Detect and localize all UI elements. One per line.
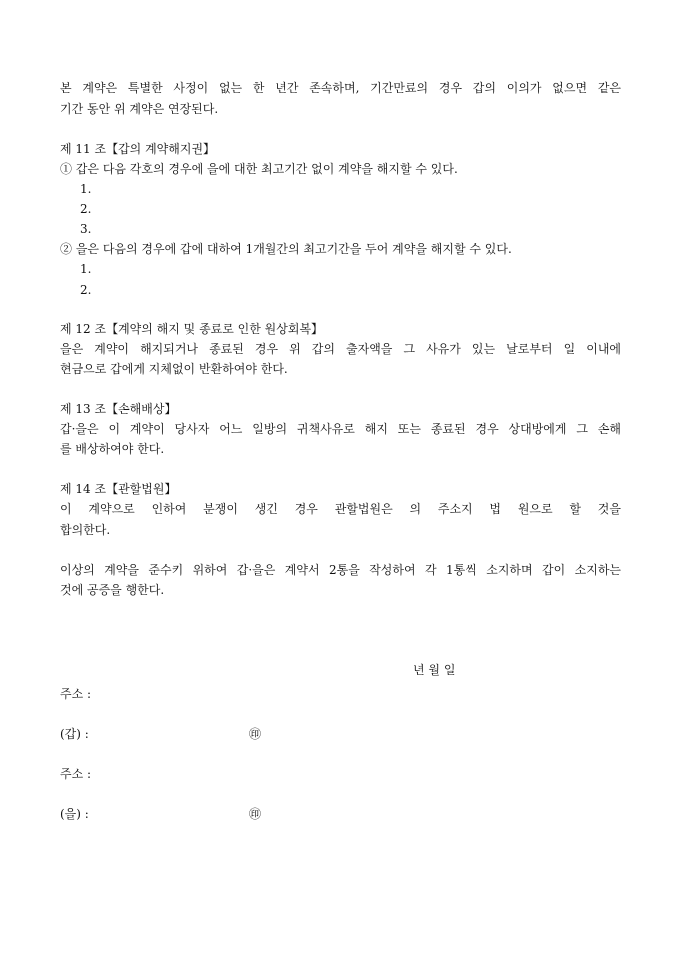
address-label-party-b: 주소 :	[60, 767, 92, 781]
article-11-clause-1-item-3: 3.	[80, 222, 92, 236]
article-14-line-1: 이 계약으로 인하여 분쟁이 생긴 경우 관할법원은 의 주소지 법 원으로 할 것을	[60, 502, 621, 516]
article-11-clause-1: ① 갑은 다음 각호의 경우에 을에 대한 최고기간 없이 계약을 해지할 수 있다.	[60, 162, 458, 176]
article-12-line-2: 현금으로 갑에게 지체없이 반환하여야 한다.	[60, 362, 288, 376]
article-12-line-1: 을은 계약이 해지되거나 종료된 경우 위 갑의 출자액을 그 사유가 있는 날로부터 일 이내에	[60, 342, 621, 356]
closing-line-2: 것에 공증을 행한다.	[60, 583, 165, 597]
article-11-clause-2: ② 을은 다음의 경우에 갑에 대하여 1개월간의 최고기간을 두어 계약을 해지할 수 있다.	[60, 242, 512, 256]
party-b-label: (을) :	[60, 807, 89, 821]
article-11-clause-2-item-1: 1.	[80, 262, 92, 276]
address-label-party-a: 주소 :	[60, 687, 92, 701]
article-11-clause-2-item-2: 2.	[80, 283, 92, 297]
article-11-clause-1-item-2: 2.	[80, 202, 92, 216]
article-11-clause-1-item-1: 1.	[80, 182, 92, 196]
article-11-title: 제 11 조【갑의 계약해지권】	[60, 142, 216, 156]
article-13-line-2: 를 배상하여야 한다.	[60, 442, 165, 456]
article-14-line-2: 합의한다.	[60, 523, 111, 537]
seal-mark-party-a: ㊞	[248, 727, 261, 741]
seal-mark-party-b: ㊞	[248, 807, 261, 821]
intro-line-1: 본 계약은 특별한 사정이 없는 한 년간 존속하며, 기간만료의 경우 갑의 이의가 없으면 같은	[60, 81, 621, 95]
contract-date: 년 월 일	[413, 663, 456, 677]
article-13-line-1: 갑·을은 이 계약이 당사자 어느 일방의 귀책사유로 해지 또는 종료된 경우 상대방에게 그 손해	[60, 422, 621, 436]
article-13-title: 제 13 조【손해배상】	[60, 402, 177, 416]
intro-line-2: 기간 동안 위 계약은 연장된다.	[60, 102, 219, 116]
article-12-title: 제 12 조【계약의 해지 및 종료로 인한 원상회복】	[60, 322, 324, 336]
article-14-title: 제 14 조【관할법원】	[60, 482, 177, 496]
party-a-label: (갑) :	[60, 727, 89, 741]
closing-line-1: 이상의 계약을 준수키 위하여 갑·을은 계약서 2통을 작성하여 각 1통씩 소지하며 갑이 소지하는	[60, 563, 621, 577]
